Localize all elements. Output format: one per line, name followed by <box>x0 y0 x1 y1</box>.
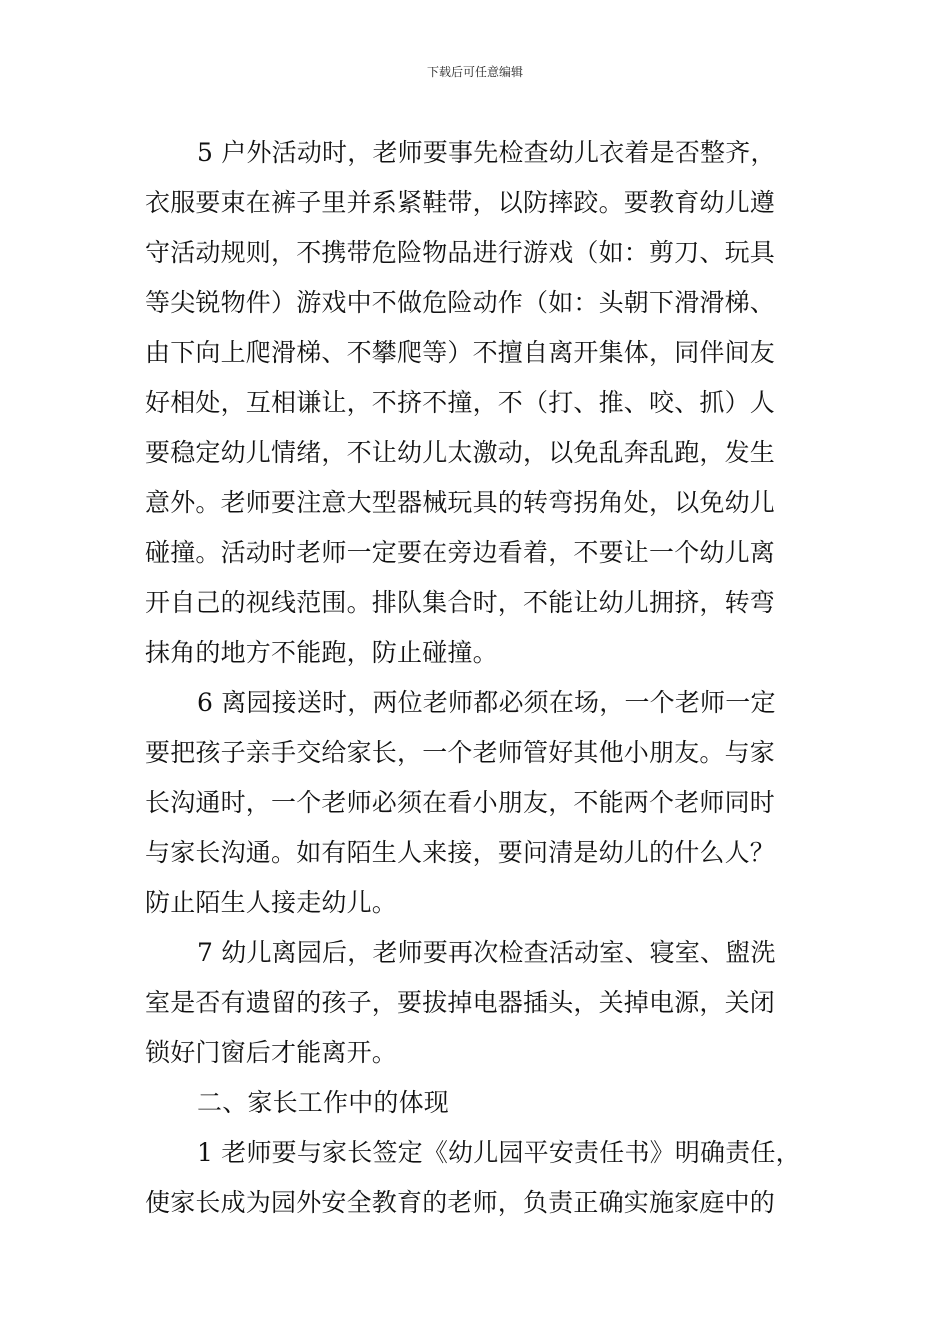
text-line: 抹角的地方不能跑，防止碰撞。 <box>145 638 498 667</box>
text-line: 5 户外活动时，老师要事先检查幼儿衣着是否整齐， <box>197 138 776 167</box>
text-line: 与家长沟通。如有陌生人来接，要问清是幼儿的什么人？ <box>145 838 776 867</box>
text-line: 1 老师要与家长签定《幼儿园平安责任书》明确责任， <box>197 1138 801 1167</box>
text-line: 要稳定幼儿情绪，不让幼儿太激动，以免乱奔乱跑，发生 <box>145 438 776 467</box>
text-line: 开自己的视线范围。排队集合时，不能让幼儿拥挤，转弯 <box>145 588 776 617</box>
text-line: 锁好门窗后才能离开。 <box>145 1038 398 1067</box>
text-line: 使家长成为园外安全教育的老师，负责正确实施家庭中的 <box>145 1188 776 1217</box>
text-line: 室是否有遗留的孩子，要拔掉电器插头，关掉电源，关闭 <box>145 988 776 1017</box>
text-line: 6 离园接送时，两位老师都必须在场，一个老师一定 <box>197 688 776 717</box>
text-line: 好相处，互相谦让，不挤不撞，不（打、推、咬、抓）人 <box>145 388 776 417</box>
text-line: 长沟通时，一个老师必须在看小朋友，不能两个老师同时 <box>145 788 776 817</box>
text-line: 要把孩子亲手交给家长，一个老师管好其他小朋友。与家 <box>145 738 776 767</box>
text-line: 意外。老师要注意大型器械玩具的转弯拐角处，以免幼儿 <box>145 488 776 517</box>
paragraph <box>145 1128 815 1228</box>
text-line: 衣服要束在裤子里并系紧鞋带，以防摔跤。要教育幼儿遵 <box>145 188 776 217</box>
paragraph <box>145 1078 815 1128</box>
text-line: 防止陌生人接走幼儿。 <box>145 888 398 917</box>
text-line: 碰撞。活动时老师一定要在旁边看着，不要让一个幼儿离 <box>145 538 776 567</box>
paragraph <box>145 678 815 928</box>
text-line: 由下向上爬滑梯、不攀爬等）不擅自离开集体，同伴间友 <box>145 338 776 367</box>
text-line: 守活动规则，不携带危险物品进行游戏（如：剪刀、玩具 <box>145 238 776 267</box>
paragraph <box>145 928 815 1078</box>
document-body <box>145 128 815 1228</box>
text-line: 7 幼儿离园后，老师要再次检查活动室、寝室、盥洗 <box>197 938 776 967</box>
paragraph <box>145 128 815 678</box>
page-header: 下载后可任意编辑 <box>426 65 523 79</box>
text-line: 等尖锐物件）游戏中不做危险动作（如：头朝下滑滑梯、 <box>145 288 776 317</box>
text-line: 二、家长工作中的体现 <box>197 1088 450 1117</box>
